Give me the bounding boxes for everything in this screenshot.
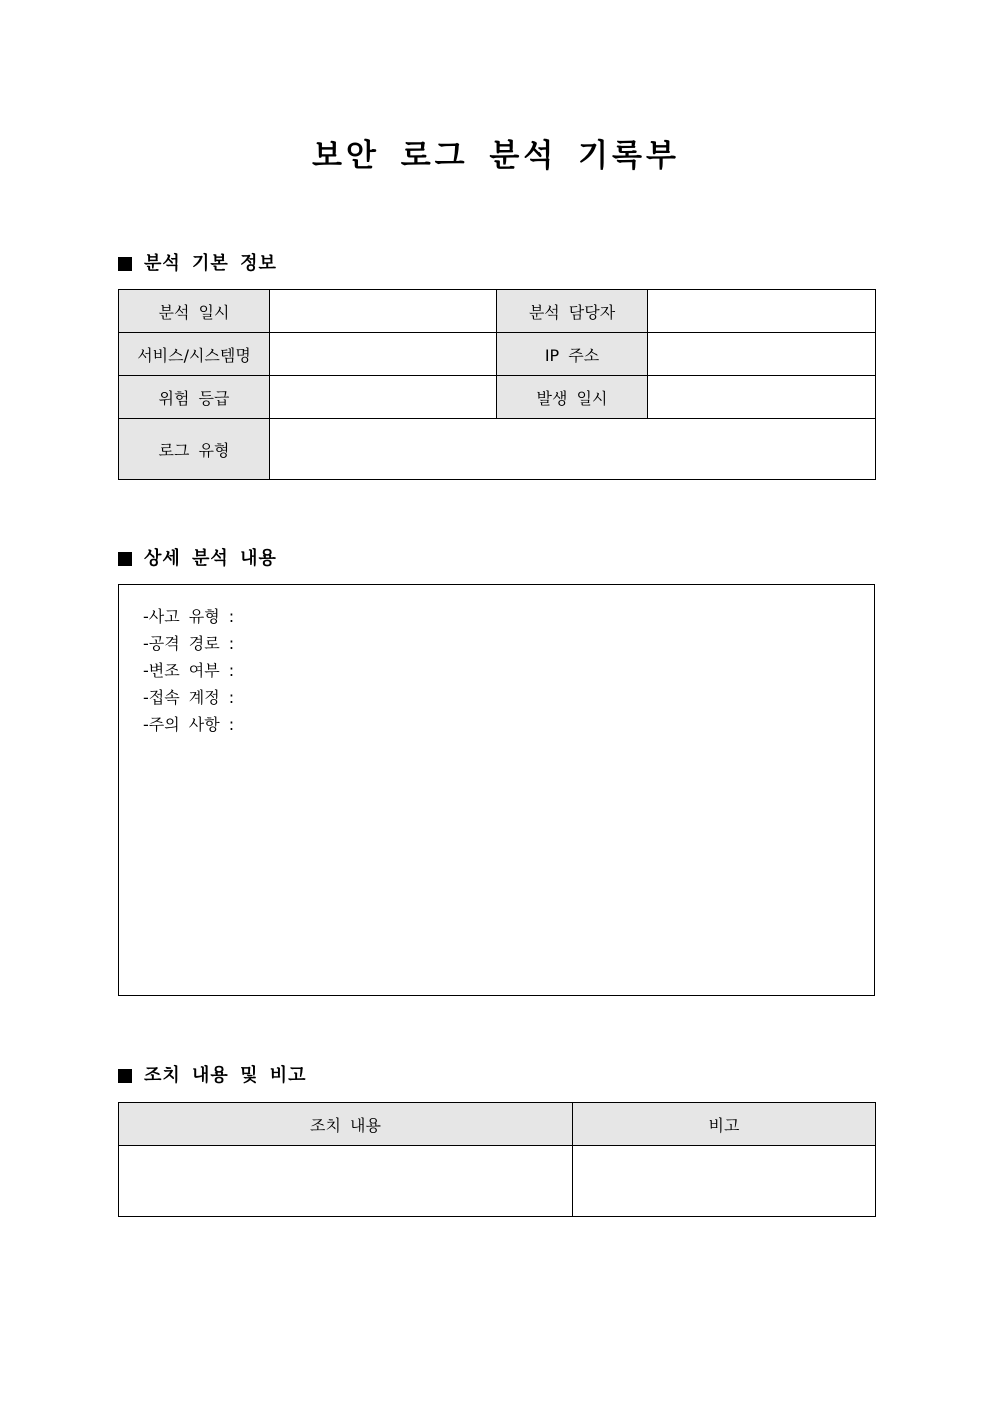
square-bullet-icon <box>118 257 132 271</box>
field-analyst[interactable] <box>648 290 876 333</box>
field-risk-level[interactable] <box>270 376 497 419</box>
field-log-type[interactable] <box>270 419 876 480</box>
detail-item-access-account: -접속 계정 : <box>143 688 235 707</box>
square-bullet-icon <box>118 1069 132 1083</box>
column-header-note: 비고 <box>573 1103 876 1146</box>
field-action[interactable] <box>119 1146 573 1217</box>
field-analysis-date[interactable] <box>270 290 497 333</box>
detail-item-cautions: -주의 사항 : <box>143 715 235 734</box>
label-risk-level: 위험 등급 <box>119 376 270 419</box>
table-header-row <box>119 1103 876 1146</box>
table-row <box>119 376 876 419</box>
basic-info-table <box>118 289 876 480</box>
detail-item-incident-type: -사고 유형 : <box>143 607 235 626</box>
field-occurrence-date[interactable] <box>648 376 876 419</box>
table-row <box>119 290 876 333</box>
label-analysis-date: 분석 일시 <box>119 290 270 333</box>
label-ip-address: IP 주소 <box>497 333 648 376</box>
table-row <box>119 333 876 376</box>
section-heading-detail-analysis <box>118 547 277 571</box>
section-heading-label: 상세 분석 내용 <box>144 548 277 569</box>
action-notes-table <box>118 1102 876 1217</box>
column-header-action: 조치 내용 <box>119 1103 573 1146</box>
field-service-system-name[interactable] <box>270 333 497 376</box>
section-heading-label: 분석 기본 정보 <box>144 253 277 274</box>
detail-item-list <box>119 585 874 738</box>
square-bullet-icon <box>118 552 132 566</box>
label-analyst: 분석 담당자 <box>497 290 648 333</box>
label-occurrence-date: 발생 일시 <box>497 376 648 419</box>
table-row <box>119 1146 876 1217</box>
detail-item-attack-path: -공격 경로 : <box>143 634 235 653</box>
section-heading-basic-info <box>118 252 277 276</box>
section-heading-label: 조치 내용 및 비고 <box>144 1065 307 1086</box>
label-service-system-name: 서비스/시스템명 <box>119 333 270 376</box>
field-ip-address[interactable] <box>648 333 876 376</box>
field-note[interactable] <box>573 1146 876 1217</box>
label-log-type: 로그 유형 <box>119 419 270 480</box>
detail-analysis-box[interactable] <box>118 584 875 996</box>
page-title: 보안 로그 분석 기록부 <box>312 138 680 174</box>
detail-item-tampering: -변조 여부 : <box>143 661 235 680</box>
table-row <box>119 419 876 480</box>
section-heading-action-notes <box>118 1064 307 1088</box>
